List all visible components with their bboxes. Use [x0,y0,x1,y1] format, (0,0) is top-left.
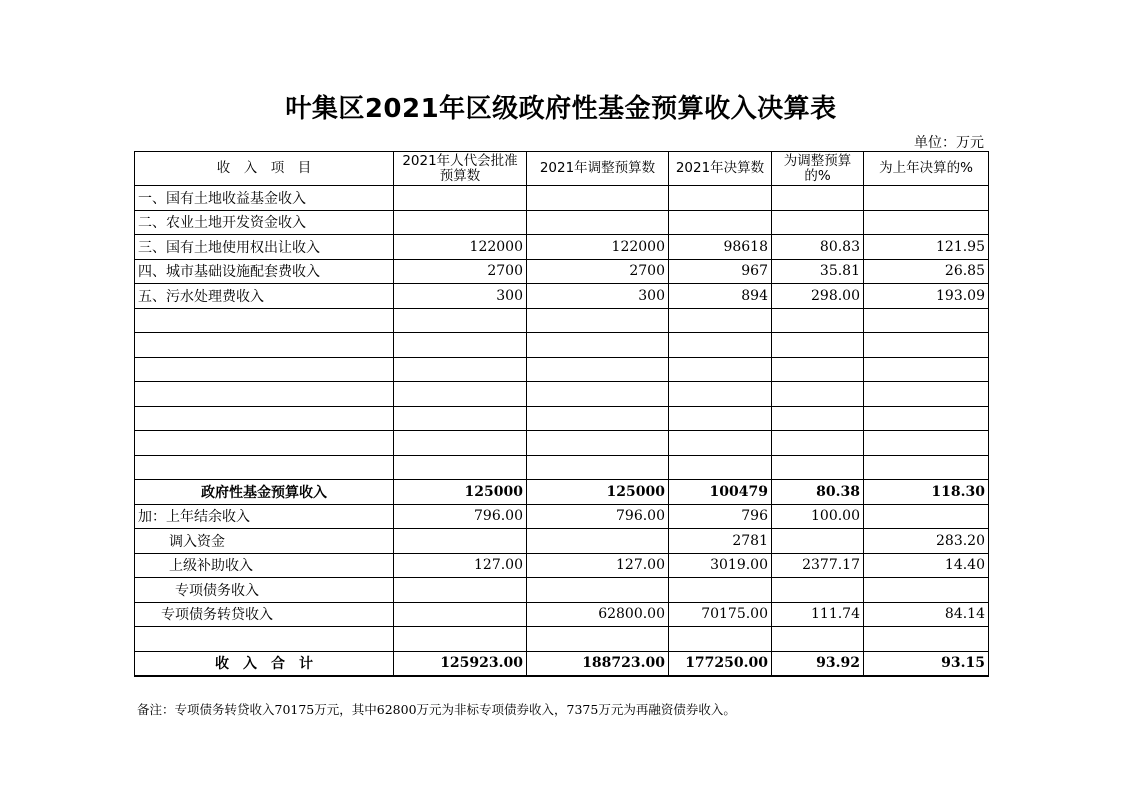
row-adjusted [527,186,669,211]
table-row [135,259,989,284]
row-approved: 122000 [394,235,527,260]
row-pct-last-year [864,210,989,235]
subtotal-item: 政府性基金预算收入 [135,480,394,505]
row-final: 98618 [669,235,772,260]
total-adjusted: 188723.00 [527,651,669,676]
row-pct-last-year [864,186,989,211]
row-item: 一、国有土地收益基金收入 [135,186,394,211]
total-item: 收 入 合 计 [135,651,394,676]
header-adjusted: 2021年调整预算数 [527,152,669,186]
unit-label: 单位：万元 [914,135,984,151]
row-approved [394,186,527,211]
row-item: 专项债务收入 [135,578,394,603]
row-approved: 300 [394,284,527,309]
row-item: 五、污水处理费收入 [135,284,394,309]
row-pct-last-year: 193.09 [864,284,989,309]
subtotal-final: 100479 [669,480,772,505]
subtotal-pct-last-year: 118.30 [864,480,989,505]
row-pct-adjusted: 80.83 [772,235,864,260]
row-final [669,210,772,235]
row-pct-last-year [864,578,989,603]
row-pct-adjusted: 2377.17 [772,553,864,578]
empty-row [135,308,989,333]
row-adjusted: 796.00 [527,504,669,529]
table-row [135,529,989,554]
row-item: 四、城市基础设施配套费收入 [135,259,394,284]
row-approved [394,529,527,554]
row-approved: 127.00 [394,553,527,578]
row-pct-last-year: 84.14 [864,602,989,627]
row-adjusted: 2700 [527,259,669,284]
subtotal-approved: 125000 [394,480,527,505]
empty-row [135,406,989,431]
row-item: 二、农业土地开发资金收入 [135,210,394,235]
table-row [135,186,989,211]
table-row [135,235,989,260]
total-approved: 125923.00 [394,651,527,676]
empty-row [135,357,989,382]
table-row [135,602,989,627]
row-pct-adjusted: 35.81 [772,259,864,284]
row-item: 专项债务转贷收入 [135,602,394,627]
empty-row [135,455,989,480]
row-pct-adjusted [772,186,864,211]
header-final: 2021年决算数 [669,152,772,186]
total-final: 177250.00 [669,651,772,676]
table-header-row [135,152,989,186]
header-approved: 2021年人代会批准预算数 [394,152,527,186]
empty-row [135,627,989,652]
total-pct-last-year: 93.15 [864,651,989,676]
row-item: 调入资金 [135,529,394,554]
total-row [135,651,989,676]
row-pct-last-year: 14.40 [864,553,989,578]
row-item: 三、国有土地使用权出让收入 [135,235,394,260]
row-pct-adjusted: 298.00 [772,284,864,309]
row-final: 3019.00 [669,553,772,578]
table-row [135,578,989,603]
row-approved [394,578,527,603]
row-final: 70175.00 [669,602,772,627]
total-pct-adjusted: 93.92 [772,651,864,676]
row-item: 加：上年结余收入 [135,504,394,529]
row-pct-last-year: 283.20 [864,529,989,554]
row-pct-last-year: 26.85 [864,259,989,284]
header-item: 收 入 项 目 [135,152,394,186]
row-adjusted [527,578,669,603]
page-title: 叶集区2021年区级政府性基金预算收入决算表 [285,94,837,124]
empty-row [135,431,989,456]
row-approved [394,210,527,235]
table-row [135,210,989,235]
row-final [669,578,772,603]
row-final: 894 [669,284,772,309]
row-adjusted [527,210,669,235]
table-row [135,284,989,309]
footnote: 备注：专项债务转贷收入70175万元，其中62800万元为非标专项债券收入，7375万元为再融资债券收入。 [137,702,736,717]
row-adjusted: 300 [527,284,669,309]
empty-row [135,333,989,358]
empty-row [135,382,989,407]
row-approved: 796.00 [394,504,527,529]
row-adjusted: 127.00 [527,553,669,578]
budget-table [134,151,989,677]
header-pct-last-year: 为上年决算的% [864,152,989,186]
row-approved [394,602,527,627]
row-final: 967 [669,259,772,284]
row-pct-adjusted: 111.74 [772,602,864,627]
subtotal-adjusted: 125000 [527,480,669,505]
row-pct-last-year [864,504,989,529]
subtotal-pct-adjusted: 80.38 [772,480,864,505]
subtotal-row [135,480,989,505]
row-final: 796 [669,504,772,529]
table-row [135,553,989,578]
row-item: 上级补助收入 [135,553,394,578]
row-final [669,186,772,211]
row-approved: 2700 [394,259,527,284]
header-pct-adjusted: 为调整预算的% [772,152,864,186]
row-pct-last-year: 121.95 [864,235,989,260]
row-adjusted: 62800.00 [527,602,669,627]
row-adjusted [527,529,669,554]
row-pct-adjusted [772,210,864,235]
row-adjusted: 122000 [527,235,669,260]
row-final: 2781 [669,529,772,554]
row-pct-adjusted [772,578,864,603]
row-pct-adjusted [772,529,864,554]
row-pct-adjusted: 100.00 [772,504,864,529]
table-row [135,504,989,529]
